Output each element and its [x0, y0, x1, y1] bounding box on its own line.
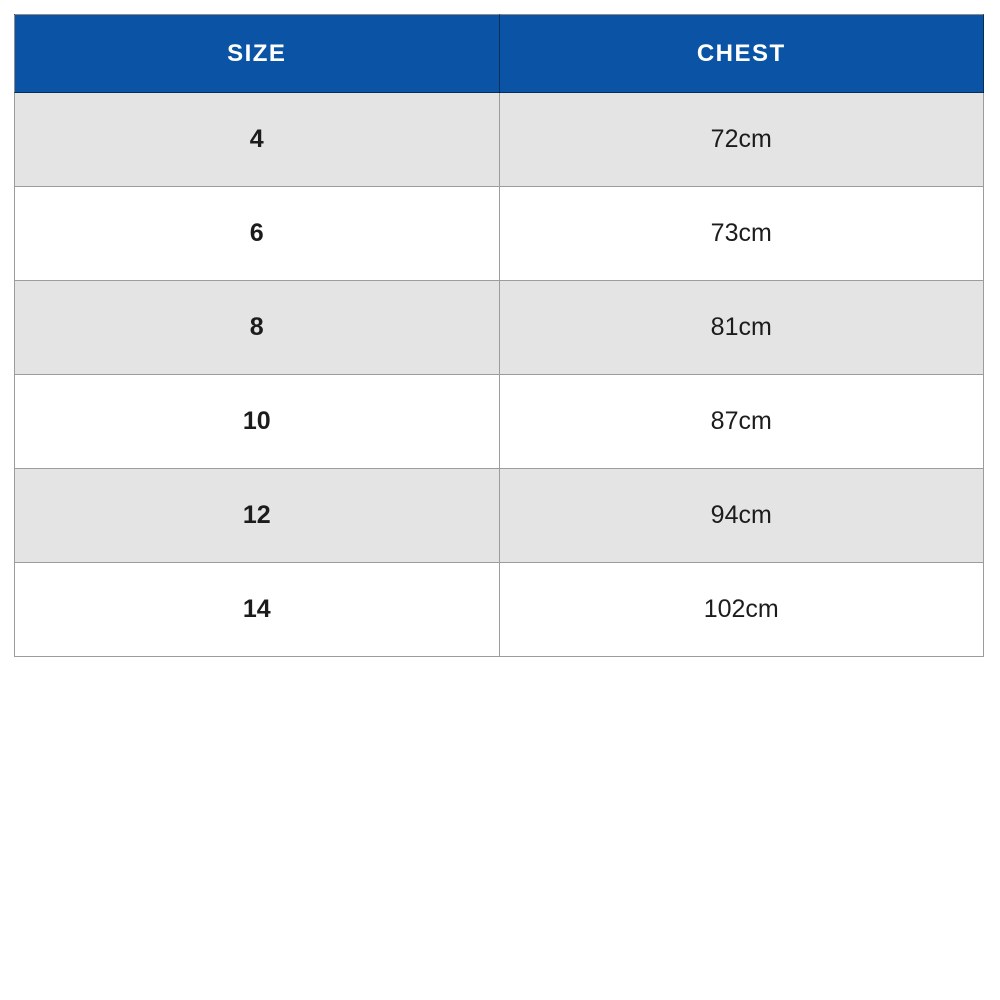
size-cell: 4 — [15, 93, 500, 187]
size-cell: 14 — [15, 563, 500, 657]
size-cell: 10 — [15, 375, 500, 469]
chest-cell: 87cm — [499, 375, 984, 469]
size-cell: 6 — [15, 187, 500, 281]
table-row — [15, 93, 984, 187]
column-header-chest: CHEST — [499, 15, 984, 93]
column-header-size: SIZE — [15, 15, 500, 93]
chest-cell: 72cm — [499, 93, 984, 187]
table-row — [15, 187, 984, 281]
size-cell: 8 — [15, 281, 500, 375]
table-row — [15, 469, 984, 563]
chest-cell: 73cm — [499, 187, 984, 281]
chest-cell: 81cm — [499, 281, 984, 375]
size-chart-table — [14, 14, 984, 657]
chest-cell: 94cm — [499, 469, 984, 563]
table-row — [15, 563, 984, 657]
table-row — [15, 375, 984, 469]
chest-cell: 102cm — [499, 563, 984, 657]
size-cell: 12 — [15, 469, 500, 563]
table-row — [15, 281, 984, 375]
header-row — [15, 15, 984, 93]
